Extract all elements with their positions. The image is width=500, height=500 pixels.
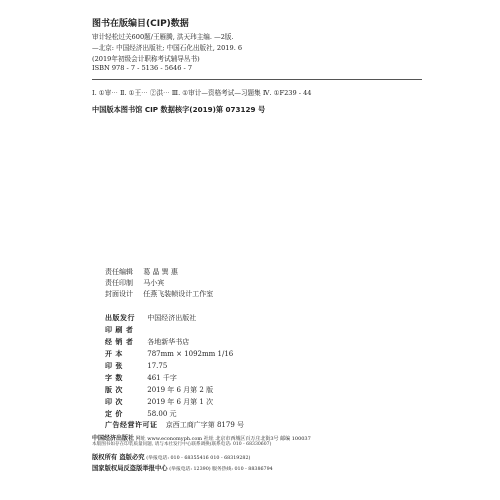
anti-piracy-bold: 国家版权局反盗版举报中心 [92, 465, 168, 472]
staff-row [105, 289, 213, 299]
copyright-text: (举报电话: 010 - 68355416 010 - 68319282) [146, 456, 251, 461]
pub-label: 印 次 [105, 398, 123, 406]
pub-value: 各地新华书店 [147, 338, 190, 346]
cip-line-title: 审计轻松过关600题/王雁腾, 洪天玮主编. —2版. [92, 33, 234, 41]
pub-value: 2019 年 6 月第 2 版 [147, 386, 214, 394]
pub-label: 印 张 [105, 362, 123, 370]
pub-row [105, 325, 147, 335]
cip-heading: 图书在版编目(CIP)数据 [92, 19, 189, 29]
pub-label: 出版发行 [105, 314, 135, 322]
copyright-line [92, 452, 250, 461]
publisher-name: 中国经济出版社 [92, 435, 135, 442]
anti-piracy-line [92, 463, 273, 472]
staff-value: 葛 晶 巽 惠 [143, 268, 178, 276]
pub-value: 17.75 [147, 362, 168, 370]
pub-value: 58.00 元 [147, 410, 177, 418]
pub-value: 京西工商广字第 8179 号 [165, 421, 244, 429]
anti-piracy-text: (举报电话: 12390) 服务热线: 010 - 88386794 [169, 467, 273, 472]
pub-row [105, 373, 177, 383]
pub-row-license [105, 420, 244, 430]
cip-divider [92, 79, 422, 80]
cip-line-series: (2019年初级会计职称考试辅导丛书) [92, 55, 200, 63]
staff-value: 任燕飞装帧设计工作室 [143, 290, 214, 298]
pub-row [105, 349, 233, 359]
pub-label: 字 数 [105, 374, 123, 382]
staff-label: 责任印制 [105, 279, 133, 287]
staff-label: 责任编辑 [105, 268, 133, 276]
pub-label: 经 销 者 [105, 338, 134, 346]
pub-value: 787mm × 1092mm 1/16 [147, 350, 234, 358]
pub-label: 版 次 [105, 386, 123, 394]
cip-line-classification: Ⅰ. ①审⋯ Ⅱ. ①王⋯ ②洪⋯ Ⅲ. ①审计—资格考试—习题集 Ⅳ. ①F239 - 44 [92, 89, 312, 97]
pub-label: 印 刷 者 [105, 326, 134, 334]
pub-label: 广告经营许可证 [105, 421, 158, 429]
pub-row [105, 409, 177, 419]
quality-notice: 本版图书如存在印装质量问题, 请与本社发行中心联系调换(联系电话: 010 - 68330607) [92, 442, 272, 447]
publisher-details: 网址 www.economyph.com 社址 北京市西城区百万庄北街3号 邮编 100037 [135, 436, 311, 442]
cip-line-isbn: ISBN 978 - 7 - 5136 - 5646 - 7 [92, 64, 193, 72]
staff-value: 马小宾 [143, 279, 165, 287]
staff-row [105, 278, 164, 288]
pub-label: 开 本 [105, 350, 123, 358]
pub-row [105, 313, 196, 323]
cip-record-number: 中国版本图书馆 CIP 数据核字(2019)第 073129 号 [92, 105, 266, 114]
pub-row [105, 361, 167, 371]
pub-value: 中国经济出版社 [147, 314, 197, 322]
pub-row [105, 397, 213, 407]
pub-row [105, 337, 189, 347]
copyright-bold: 版权所有 盗版必究 [92, 454, 145, 461]
pub-row [105, 385, 213, 395]
pub-label: 定 价 [105, 410, 123, 418]
pub-value: 2019 年 6 月第 1 次 [147, 398, 214, 406]
staff-label: 封面设计 [105, 290, 133, 298]
cip-line-publisher: —北京: 中国经济出版社; 中国石化出版社, 2019. 6 [92, 44, 243, 52]
staff-row [105, 267, 178, 277]
pub-value: 461 千字 [147, 374, 177, 382]
